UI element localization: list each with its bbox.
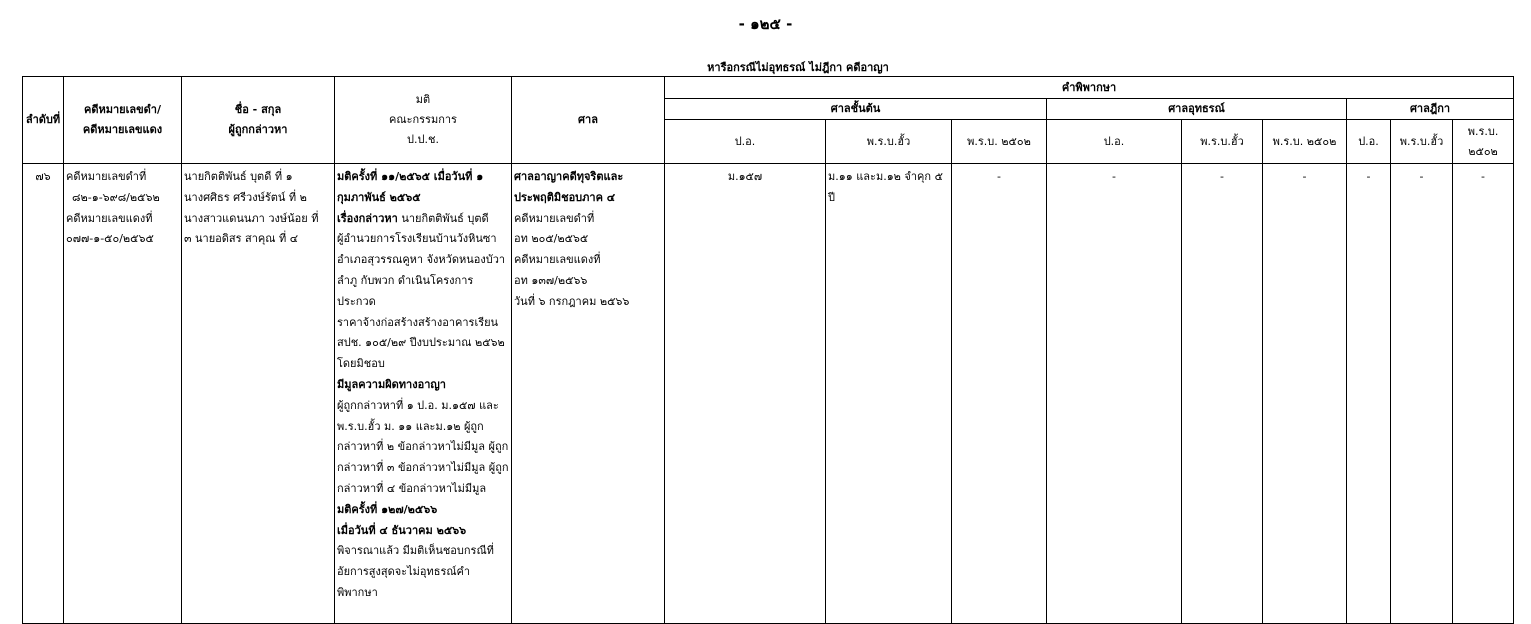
cell-order: ๗๖ — [23, 164, 64, 624]
cell-first-penal: ม.๑๕๗ — [665, 164, 826, 624]
cell-accused-names: นายกิตติพันธ์ บุตดี ที่ ๑ นางศศิธร ศรีวงษ์รัตน์ ที่ ๒ นางสาวแดนนภา วงษ์น้อย ที่ ๓ นายอดิสร สาคุณ ที่ ๔ — [182, 164, 335, 624]
header-resolution: มติ คณะกรรมการ ป.ป.ช. — [335, 77, 512, 164]
cell-supreme-collusion: - — [1391, 164, 1453, 624]
header-appeal-2502: พ.ร.บ. ๒๕๐๒ — [1263, 120, 1347, 164]
page-number: - ๑๒๕ - — [738, 15, 793, 33]
cell-supreme-2502: - — [1453, 164, 1514, 624]
cell-supreme-penal: - — [1347, 164, 1391, 624]
cell-first-2502: - — [952, 164, 1047, 624]
cell-appeal-penal: - — [1047, 164, 1182, 624]
header-first-collusion: พ.ร.บ.ฮั้ว — [826, 120, 952, 164]
document-subtitle: หารือกรณีไม่อุทธรณ์ ไม่ฎีกา คดีอาญา — [707, 61, 889, 74]
cell-appeal-collusion: - — [1182, 164, 1263, 624]
header-supreme-penal: ป.อ. — [1347, 120, 1391, 164]
header-court-appeal: ศาลอุทธรณ์ — [1047, 99, 1347, 120]
case-table — [22, 76, 1514, 624]
cell-resolution: มติครั้งที่ ๑๑/๒๕๖๕ เมื่อวันที่ ๑ กุมภาพันธ์ ๒๕๖๕ เรื่องกล่าวหา นายกิตติพันธ์ บุตดี ผู้อำนวยการโรงเรียนบ้านวังหินซา อำเภอสุวรรณคูหา จังหวัดหนองบัวา ลำภู กับพวก ดำเนินโครงการประกวด ราคาจ้างก่อสร้างสร้างอาคารเรียน สปช. ๑๐๕/๒๙ ปีงบประมาณ ๒๕๖๒ โดยมิชอบ มีมูลความผิดทางอาญา ผู้ถูกกล่าวหาที่ ๑ ป.อ. ม.๑๕๗ และ พ.ร.บ.ฮั้ว ม. ๑๑ และม.๑๒ ผู้ถูก กล่าวหาที่ ๒ ข้อกล่าวหาไม่มีมูล ผู้ถูก กล่าวหาที่ ๓ ข้อกล่าวหาไม่มีมูล ผู้ถูก กล่าวหาที่ ๔ ข้อกล่าวหาไม่มีมูล มติครั้งที่ ๑๒๗/๒๕๖๖ เมื่อวันที่ ๔ ธันวาคม ๒๕๖๖ พิจารณาแล้ว มีมติเห็นชอบกรณีที่ อัยการสูงสุดจะไม่อุทธรณ์คำพิพากษา — [335, 164, 512, 624]
header-court: ศาล — [512, 77, 665, 164]
cell-appeal-2502: - — [1263, 164, 1347, 624]
header-judgment: คำพิพากษา — [665, 77, 1514, 99]
header-supreme-collusion: พ.ร.บ.ฮั้ว — [1391, 120, 1453, 164]
header-appeal-collusion: พ.ร.บ.ฮั้ว — [1182, 120, 1263, 164]
cell-case-number: คดีหมายเลขดำที่ ๘๒-๑-๖๙๘/๒๕๖๒ คดีหมายเลขแดงที่ ๐๗๗-๑-๕๐/๒๕๖๕ — [64, 164, 182, 624]
header-first-penal: ป.อ. — [665, 120, 826, 164]
cell-court: ศาลอาญาคดีทุจริตและ ประพฤติมิชอบภาค ๔ คดีหมายเลขดำที่ อท ๒๐๕/๒๕๖๕ คดีหมายเลขแดงที่ อท ๑๓๗/๒๕๖๖ วันที่ ๖ กรกฎาคม ๒๕๖๖ — [512, 164, 665, 624]
header-accused-name: ชื่อ - สกุล ผู้ถูกกล่าวหา — [182, 77, 335, 164]
header-order: ลำดับที่ — [23, 77, 64, 164]
header-case-number: คดีหมายเลขดำ/ คดีหมายเลขแดง — [64, 77, 182, 164]
header-first-2502: พ.ร.บ. ๒๕๐๒ — [952, 120, 1047, 164]
header-court-supreme: ศาลฎีกา — [1347, 99, 1514, 120]
header-court-first: ศาลชั้นต้น — [665, 99, 1047, 120]
header-supreme-2502: พ.ร.บ. ๒๕๐๒ — [1453, 120, 1514, 164]
cell-first-collusion: ม.๑๑ และม.๑๒ จำคุก ๕ ปี — [826, 164, 952, 624]
table-row — [23, 164, 1514, 624]
header-appeal-penal: ป.อ. — [1047, 120, 1182, 164]
